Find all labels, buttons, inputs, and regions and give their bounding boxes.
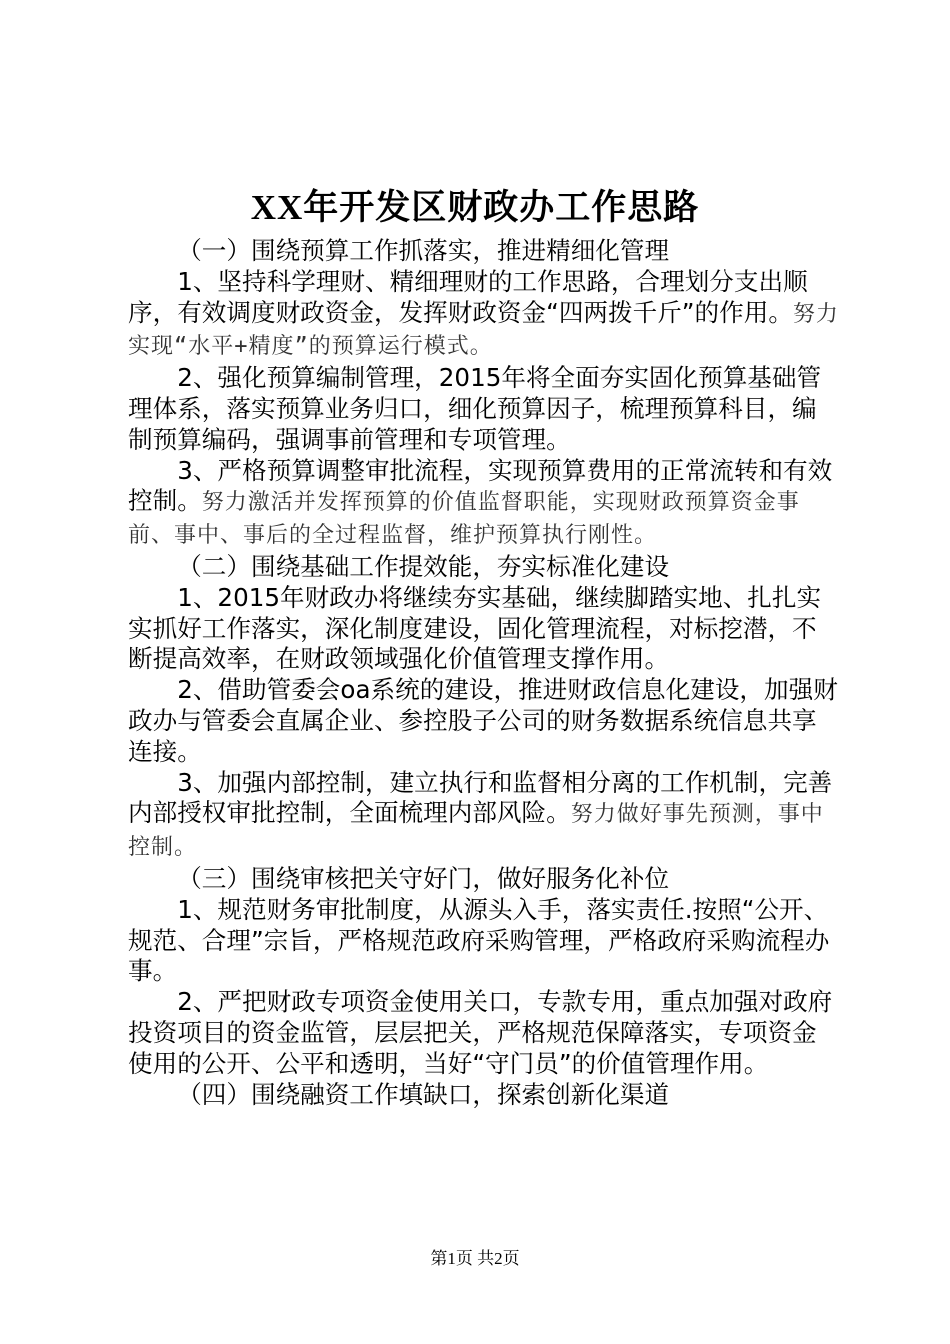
paragraph-text: 3、严格预算调整审批流程，实现预算费用的正常流转和有效控制。: [128, 455, 833, 516]
paragraph: [128, 987, 840, 1079]
paragraph-text: 1、2015年财政办将继续夯实基础，继续脚踏实地、扎扎实实抓好工作落实，深化制度建设，固化管理流程，对标挖潜，不断提高效率，在财政领域强化价值管理支撑作用。: [128, 582, 822, 674]
paragraph: [128, 768, 840, 864]
section-heading: （三）围绕审核把关守好门，做好服务化补位: [177, 863, 670, 893]
paragraph-text: 2、强化预算编制管理，2015年将全面夯实固化预算基础管理体系，落实预算业务归口，细化预算因子，梳理预算科目，编制预算编码，强调事前管理和专项管理。: [128, 363, 822, 454]
paragraph-text: 2、借助管委会oa系统的建设，推进财政信息化建设，加强财政办与管委会直属企业、参控股子公司的财务数据系统信息共享连接。: [128, 675, 838, 766]
section-heading: （二）围绕基础工作提效能，夯实标准化建设: [177, 551, 670, 581]
paragraph-text: 3、加强内部控制，建立执行和监督相分离的工作机制，完善内部授权审批控制，全面梳理内部风险。: [128, 767, 833, 828]
paragraph: [128, 675, 840, 767]
paragraph-text: 1、坚持科学理财、精细理财的工作思路，合理划分支出顺序，有效调度财政资金，发挥财政资金“四两拨千斤”的作用。: [128, 266, 808, 327]
paragraph-text: 1、规范财务审批制度，从源头入手，落实责任.按照“公开、规范、合理”宗旨，严格规范政府采购管理，严格政府采购流程办事。: [128, 894, 830, 986]
paragraph: [128, 363, 840, 455]
paragraph: [128, 895, 840, 987]
page-footer: 第1页 共2页: [430, 1249, 520, 1268]
paragraph-note: 努力激活并发挥预算的价值监督职能，实现财政预算资金事前、事中、事后的全过程监督，维护预算执行刚性。: [128, 490, 800, 549]
document-body: [128, 236, 840, 1110]
paragraph-note: 努力实现“水平+精度”的预算运行模式。: [128, 301, 839, 360]
paragraph-note: 努力做好事先预测，事中控制。: [128, 802, 824, 861]
page-title: XX年开发区财政办工作思路: [250, 188, 700, 227]
paragraph: [128, 267, 840, 363]
paragraph: [128, 456, 840, 552]
section-heading: （一）围绕预算工作抓落实，推进精细化管理: [177, 236, 670, 265]
paragraph: [128, 583, 840, 675]
section-heading: （四）围绕融资工作填缺口，探索创新化渠道: [177, 1079, 670, 1109]
paragraph-text: 2、严把财政专项资金使用关口，专款专用，重点加强对政府投资项目的资金监管，层层把关，严格规范保障落实，专项资金使用的公开、公平和透明，当好“守门员”的价值管理作用。: [128, 987, 833, 1078]
